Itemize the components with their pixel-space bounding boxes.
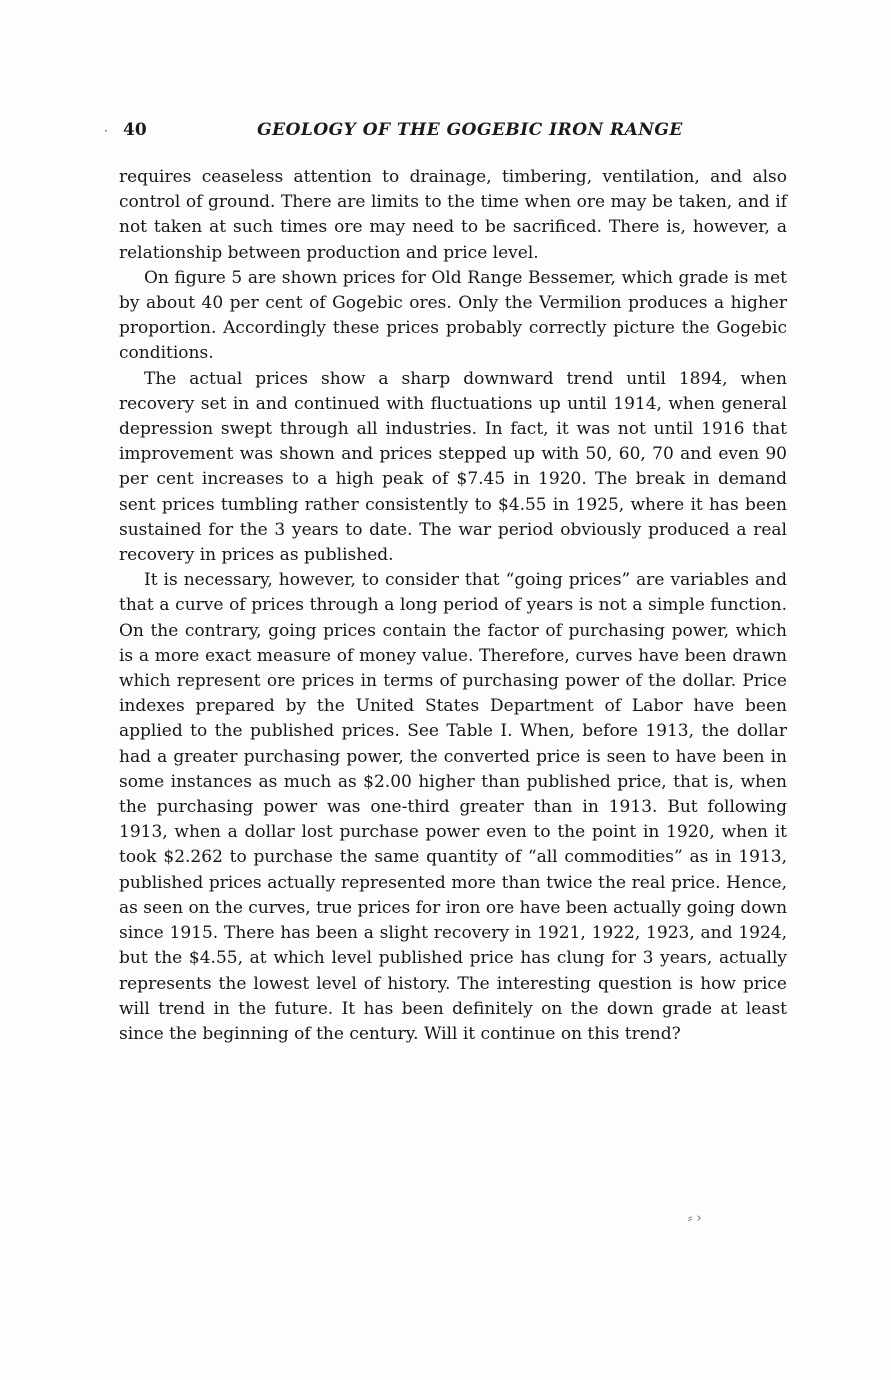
body-text [119,165,787,1047]
running-title: GEOLOGY OF THE GOGEBIC IRON RANGE [257,120,683,140]
paragraph-continued: requires ceaseless attention to drainage, timbering, ventilation, and also control of ground. There are limits to the time when ore may be taken, and if not taken at such times ore may need to be sacrificed. There is, however, a relationship between production and price level. [119,167,787,263]
paragraph-going-prices: It is necessary, however, to consider that “going prices” are variables and that a curve of prices through a long period of years is not a simple function. On the contrary, going prices contain the factor of purchasing power, which is a more exact measure of money value. Therefore, curves have been drawn which represent ore prices in terms of purchasing power of the dollar. Price indexes prepared by the United States Department of Labor have been applied to the published prices. See Table I. When, before 1913, the dollar had a greater purchasing power, the converted price is seen to have been in some instances as much as $2.00 higher than published price, that is, when the purchasing power was one-third greater than in 1913. But following 1913, when a dollar lost purchase power even to the point in 1920, when it took $2.262 to purchase the same quantity of “all commodities” as in 1913, published prices actually represented more than twice the real price. Hence, as seen on the curves, true prices for iron ore have been actually going down since 1915. There has been a slight recovery in 1921, 1922, 1923, and 1924, but the $4.55, at which level published price has clung for 3 years, actually represents the lowest level of history. The interesting question is how price will trend in the future. It has been definitely on the down grade at least since the beginning of the century. Will it continue on this trend? [119,570,788,1044]
margin-mark: · [104,124,108,138]
stray-mark: ⸗ › [688,1211,702,1226]
paragraph-figure-5: On figure 5 are shown prices for Old Range Bessemer, which grade is met by about 40 per cent of Gogebic ores. Only the Vermilion produces a higher proportion. Accordingly these prices probably correctly picture the Gogebic conditions. [119,267,787,364]
paragraph-actual-prices: The actual prices show a sharp downward trend until 1894, when recovery set in and continued with fluctuations up until 1914, when general depression swept through all industries. In fact, it was not until 1916 that improvement was shown and prices stepped up with 50, 60, 70 and even 90 per cent increases to a high peak of $7.45 in 1920. The break in demand sent prices tumbling rather consistently to $4.55 in 1925, where it has been sustained for the 3 years to date. The war period obviously produced a real recovery in prices as published. [119,368,787,566]
running-header [120,120,788,144]
page-number: 40 [123,120,147,140]
